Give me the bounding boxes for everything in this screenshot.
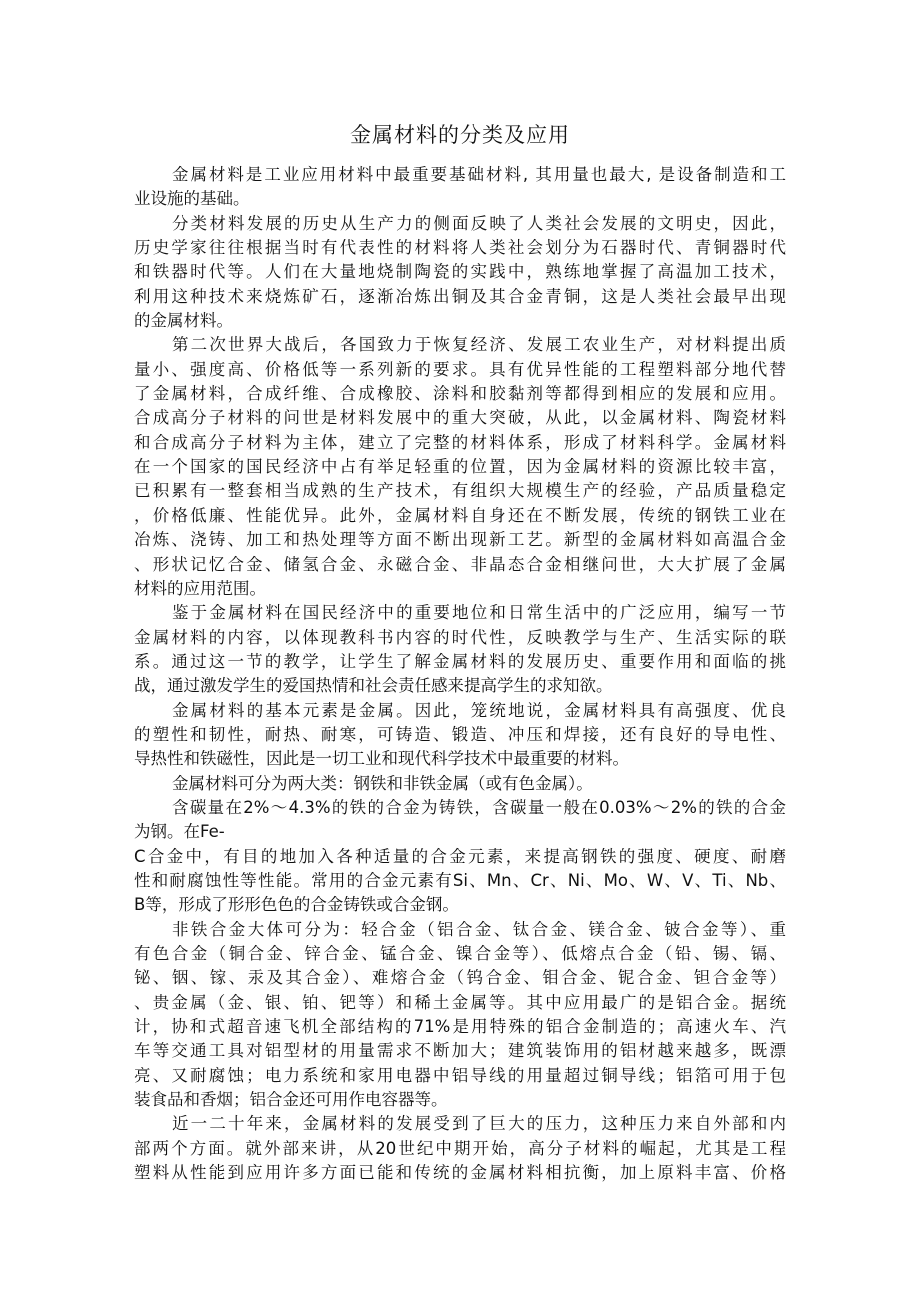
page-title: 金属材料的分类及应用: [350, 123, 570, 147]
text-line: 近一二十年来，金属材料的发展受到了巨大的压力，这种压力来自外部和内: [172, 1114, 786, 1134]
text-line: 、贵金属（金、银、铂、钯等）和稀土金属等。其中应用最广的是铝合金。据统: [134, 992, 786, 1012]
text-line: 和铁器时代等。人们在大量地烧制陶瓷的实践中，熟练地掌握了高温加工技术，: [134, 262, 786, 282]
text-line: 含碳量在2%～4.3%的铁的合金为铸铁，含碳量一般在0.03%～2%的铁的合金: [172, 797, 786, 817]
text-line: 塑料从性能到应用许多方面已能和传统的金属材料相抗衡，加上原料丰富、价格: [134, 1163, 786, 1183]
text-line: 的塑性和韧性，耐热、耐寒，可铸造、锻造、冲压和焊接，还有良好的导电性、: [134, 724, 786, 744]
text-line: 在一个国家的国民经济中占有举足轻重的位置，因为金属材料的资源比较丰富，: [134, 457, 786, 477]
text-line: 非铁合金大体可分为：轻合金（铝合金、钛合金、镁合金、铍合金等）、重: [172, 919, 786, 939]
text-line: 计，协和式超音速飞机全部结构的71%是用特殊的铝合金制造的；高速火车、汽: [134, 1017, 786, 1037]
text-line: 分类材料发展的历史从生产力的侧面反映了人类社会发展的文明史，因此，: [172, 213, 786, 233]
text-line: 鉴于金属材料在国民经济中的重要地位和日常生活中的广泛应用，编写一节: [172, 603, 786, 623]
text-line: 冶炼、浇铸、加工和热处理等方面不断出现新工艺。新型的金属材料如高温合金: [134, 530, 786, 550]
text-line: 了金属材料，合成纤维、合成橡胶、涂料和胶黏剂等都得到相应的发展和应用。: [134, 384, 786, 404]
text-line: 第二次世界大战后，各国致力于恢复经济、发展工农业生产，对材料提出质: [172, 335, 786, 355]
text-line: 铋、铟、镓、汞及其合金）、难熔合金（钨合金、钼合金、铌合金、钽合金等）: [134, 968, 786, 988]
text-line: 部两个方面。就外部来讲，从20世纪中期开始，高分子材料的崛起，尤其是工程: [134, 1138, 786, 1158]
text-line: 性和耐腐蚀性等性能。常用的合金元素有Si、Mn、Cr、Ni、Mo、W、V、Ti、Nb、: [134, 870, 786, 890]
text-line: 金属材料的内容，以体现教科书内容的时代性，反映教学与生产、生活实际的联: [134, 627, 786, 647]
text-line: 金属材料的基本元素是金属。因此，笼统地说，金属材料具有高强度、优良: [172, 700, 786, 720]
text-line: 、形状记忆合金、储氢合金、永磁合金、非晶态合金相继问世，大大扩展了金属: [134, 554, 786, 574]
text-line: 量小、强度高、价格低等一系列新的要求。具有优异性能的工程塑料部分地代替: [134, 359, 786, 379]
text-line: 装食品和香烟；铝合金还可用作电容器等。: [134, 1090, 448, 1110]
text-line: 系。通过这一节的教学，让学生了解金属材料的发展历史、重要作用和面临的挑: [134, 651, 786, 671]
text-line: 金属材料可分为两大类：钢铁和非铁金属（或有色金属）。: [172, 773, 593, 793]
text-line: 已积累有一整套相当成熟的生产技术，有组织大规模生产的经验，产品质量稳定: [134, 481, 786, 501]
text-line: 材料的应用范围。: [134, 578, 266, 598]
text-line: 历史学家往往根据当时有代表性的材料将人类社会划分为石器时代、青铜器时代: [134, 238, 786, 258]
text-line: ，价格低廉、性能优异。此外，金属材料自身还在不断发展，传统的钢铁工业在: [134, 505, 786, 525]
text-line: 为钢。在Fe-: [134, 822, 225, 842]
text-line: 合成高分子材料的问世是材料发展中的重大突破，从此，以金属材料、陶瓷材料: [134, 408, 786, 428]
text-line: 导热性和铁磁性，因此是一切工业和现代科学技术中最重要的材料。: [134, 749, 629, 769]
text-line: 金属材料是工业应用材料中最重要基础材料, 其用量也最大, 是设备制造和工: [172, 165, 786, 184]
text-line: 的金属材料。: [134, 311, 233, 331]
text-line: C合金中，有目的地加入各种适量的合金元素，来提高钢铁的强度、硬度、耐磨: [134, 846, 786, 866]
text-line: 战，通过激发学生的爱国热情和社会责任感来提高学生的求知欲。: [134, 676, 613, 696]
text-line: 车等交通工具对铝型材的用量需求不断加大；建筑装饰用的铝材越来越多，既漂: [134, 1041, 786, 1061]
document-body: [134, 163, 786, 1185]
text-line: B等，形成了形形色色的合金铸铁或合金钢。: [134, 895, 459, 915]
text-line: 业设施的基础。: [134, 189, 250, 209]
text-line: 有色合金（铜合金、锌合金、锰合金、镍合金等）、低熔点合金（铅、锡、镉、: [134, 944, 786, 963]
text-line: 利用这种技术来烧炼矿石，逐渐冶炼出铜及其合金青铜，这是人类社会最早出现: [134, 286, 786, 306]
text-line: 和合成高分子材料为主体，建立了完整的材料体系，形成了材料科学。金属材料: [134, 432, 786, 452]
text-line: 亮、又耐腐蚀；电力系统和家用电器中铝导线的用量超过铜导线；铝箔可用于包: [134, 1065, 786, 1085]
